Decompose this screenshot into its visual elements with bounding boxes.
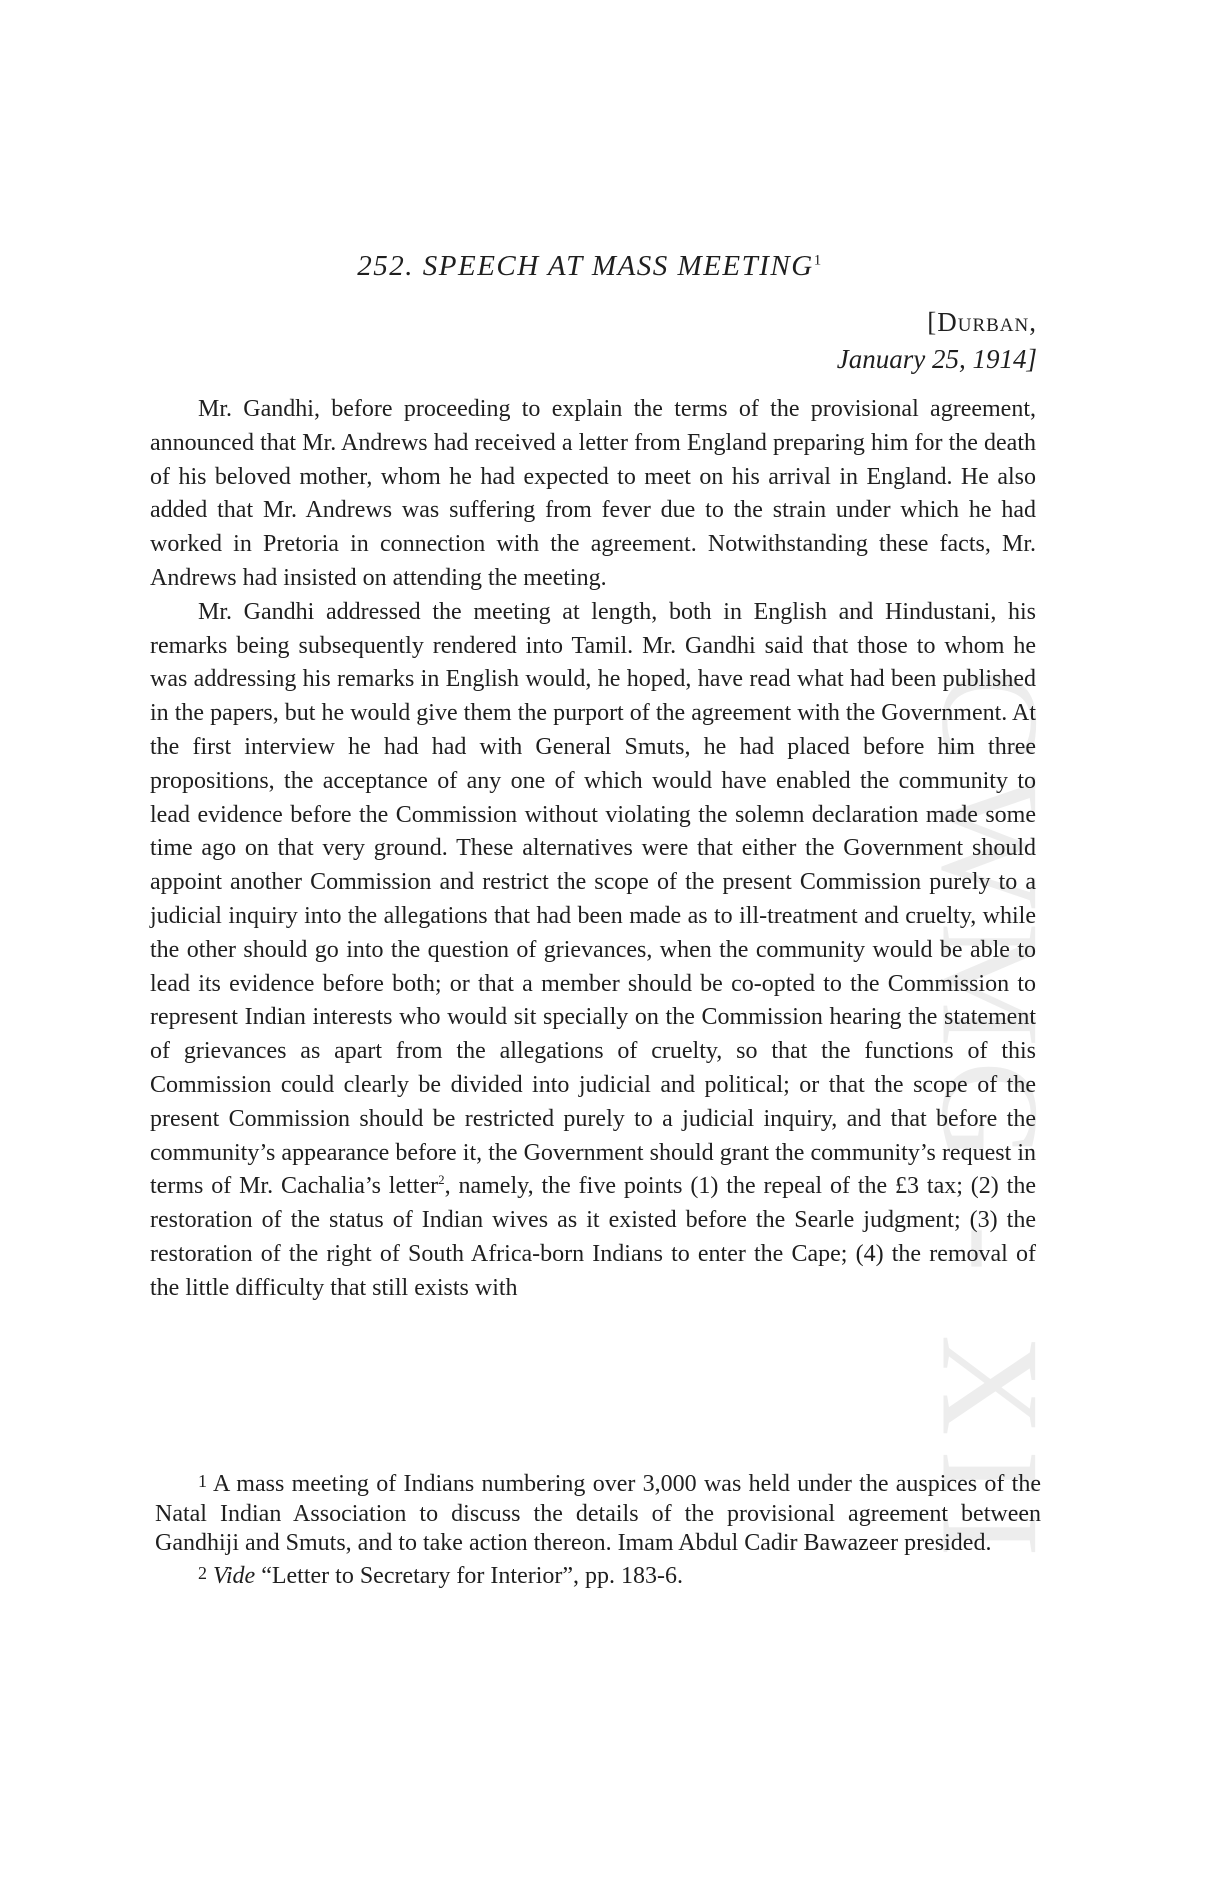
- speech-body: [150, 393, 1036, 1306]
- paragraph-2-text-a: Mr. Gandhi addressed the meeting at length, both in English and Hindustani, his remarks being subsequently rendered into Tamil. Mr. Gandhi said that those to whom he was addressing his remarks in English would, he hoped, have read what had been published in the papers, but he would give them the purport of the agreement with the Government. At the first interview he had had with General Smuts, he had placed before him three propositions, the acceptance of any one of which would have enabled the community to lead evidence before the Commission without violating the solemn declaration made some time ago on that very ground. These alternatives were that either the Government should appoint another Commission and restrict the scope of the present Commission purely to a judicial inquiry into the allegations that had been made as to ill-treatment and cruelty, while the other should go into the question of grievances, when the community would be able to lead its evidence before both; or that a member should be co-opted to the Commission to represent Indian interests who would sit specially on the Commission hearing the statement of grievances as apart from the allegations of cruelty, so that the functions of this Commission could clearly be divided into judicial and political; or that the scope of the present Commission should be restricted purely to a judicial inquiry, and that before the community’s appearance before it, the Government should grant the community’s request in terms of Mr. Cachalia’s letter: [150, 598, 1036, 1200]
- section-title-text: 252. SPEECH AT MASS MEETING: [357, 250, 814, 282]
- footnote-2-vide: Vide: [213, 1562, 256, 1589]
- footnote-1-text: A mass meeting of Indians numbering over 3,000 was held under the auspices of the Natal Indian Association to discuss the details of the provisional agreement between Gandhiji and Smuts, and to take action thereon. Imam Abdul Cadir Bawazeer presided.: [155, 1471, 1041, 1556]
- dateline-place: [Durban,: [927, 307, 1037, 337]
- paragraph-1: Mr. Gandhi, before proceeding to explain the terms of the provisional agreement, announced that Mr. Andrews had received a letter from England preparing him for the death of his beloved mother, whom he had expected to meet on his arrival in England. He also added that Mr. Andrews was suffering from fever due to the strain under which he had worked in Pretoria in connection with the agreement. Notwithstanding these facts, Mr. Andrews had insisted on attending the meeting.: [150, 396, 1036, 591]
- footnote-2-text: “Letter to Secretary for Interior”, pp. 183-6.: [255, 1562, 684, 1589]
- dateline-date: January 25, 1914]: [836, 344, 1037, 374]
- paragraph-2-footnote-ref: 2: [438, 1172, 445, 1188]
- footnote-2: [155, 1559, 1041, 1592]
- footnotes: [155, 1467, 1041, 1591]
- title-footnote-ref: 1: [813, 252, 823, 269]
- footnote-2-marker: 2: [198, 1562, 207, 1583]
- watermark: CWMG - XII: [912, 668, 1068, 1572]
- footnote-1: [155, 1467, 1041, 1559]
- paragraph-2: [150, 596, 1036, 1306]
- section-title: [150, 250, 1030, 283]
- paragraph-2-text-b: , namely, the five points (1) the repeal of the £3 tax; (2) the restoration of the status of Indian wives as it existed before the Searle judgment; (3) the restoration of the right of South Africa-born Indians to enter the Cape; (4) the removal of the little difficulty that still exists with: [150, 1173, 1036, 1301]
- footnote-1-marker: 1: [198, 1471, 207, 1491]
